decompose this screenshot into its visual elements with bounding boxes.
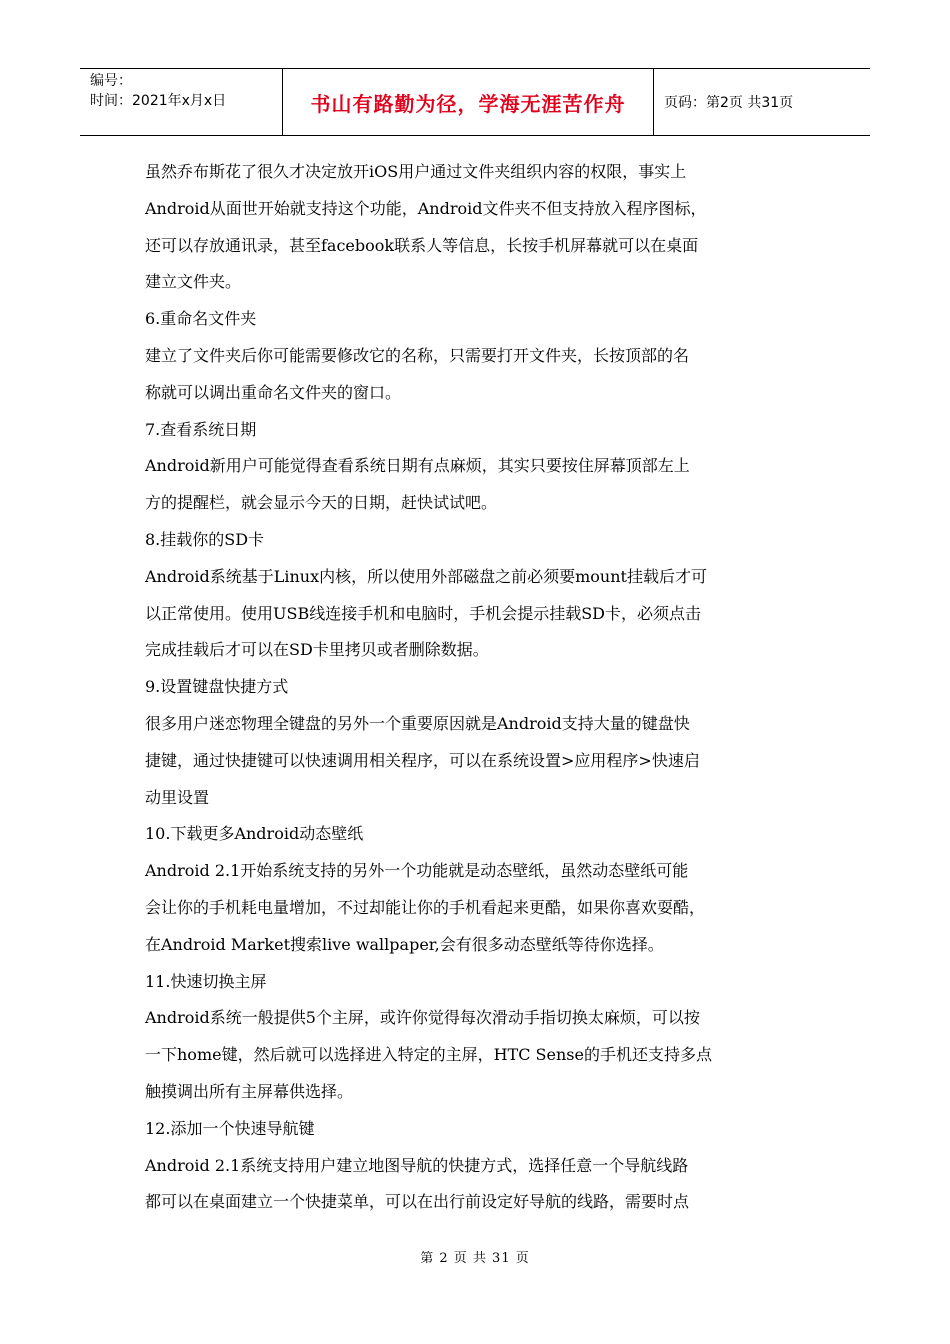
text-line: Android 2.1开始系统支持的另外一个功能就是动态壁纸，虽然动态壁纸可能 <box>145 861 689 881</box>
text-line: 6.重命名文件夹 <box>145 309 257 329</box>
date-label: 时间：2021年x月x日 <box>90 93 227 109</box>
text-line: Android系统一般提供5个主屏，或许你觉得每次滑动手指切换太麻烦，可以按 <box>145 1008 700 1028</box>
text-line: Android新用户可能觉得查看系统日期有点麻烦，其实只要按住屏幕顶部左上 <box>145 456 690 476</box>
text-line: 虽然乔布斯花了很久才决定放开iOS用户通过文件夹组织内容的权限，事实上 <box>145 162 687 181</box>
header-motto: 书山有路勤为径，学海无涯苦作舟 <box>282 69 654 135</box>
number-label: 编号： <box>90 73 132 89</box>
text-line: 动里设置 <box>145 787 210 807</box>
text-line: 一下home键，然后就可以选择进入特定的主屏，HTC Sense的手机还支持多点 <box>145 1045 712 1065</box>
text-line: 还可以存放通讯录，甚至facebook联系人等信息，长按手机屏幕就可以在桌面 <box>145 235 699 255</box>
text-line: 9.设置键盘快捷方式 <box>145 677 289 697</box>
page-footer: 第 2 页 共 31 页 <box>420 1251 530 1266</box>
text-line: Android从面世开始就支持这个功能，Android文件夹不但支持放入程序图标， <box>145 198 707 218</box>
text-line: 8.挂载你的SD卡 <box>145 529 265 549</box>
text-line: 方的提醒栏，就会显示今天的日期，赶快试试吧。 <box>145 493 498 513</box>
text-line: 都可以在桌面建立一个快捷菜单，可以在出行前设定好导航的线路，需要时点 <box>145 1192 690 1212</box>
text-line: 完成挂载后才可以在SD卡里拷贝或者删除数据。 <box>145 640 489 660</box>
header-meta <box>80 69 282 135</box>
text-line: 在Android Market搜索live wallpaper,会有很多动态壁纸等待你选择。 <box>145 934 664 954</box>
text-line: 10.下载更多Android动态壁纸 <box>145 824 364 844</box>
text-line: 12.添加一个快速导航键 <box>145 1118 315 1138</box>
text-line: Android系统基于Linux内核，所以使用外部磁盘之前必须要mount挂载后才可 <box>145 566 707 586</box>
text-line: 会让你的手机耗电量增加，不过却能让你的手机看起来更酷，如果你喜欢耍酷， <box>145 897 706 917</box>
text-line: 11.快速切换主屏 <box>145 971 267 991</box>
header-page-number: 页码：第2页 共31页 <box>664 95 794 111</box>
text-line: 称就可以调出重命名文件夹的窗口。 <box>145 382 402 402</box>
text-line: 建立文件夹。 <box>145 272 242 292</box>
text-line: 捷键，通过快捷键可以快速调用相关程序，可以在系统设置>应用程序>快速启 <box>145 750 700 770</box>
text-line: 建立了文件夹后你可能需要修改它的名称，只需要打开文件夹，长按顶部的名 <box>145 345 690 365</box>
text-line: 7.查看系统日期 <box>145 419 257 439</box>
text-line: 以正常使用。使用USB线连接手机和电脑时，手机会提示挂载SD卡，必须点击 <box>145 603 701 623</box>
text-line: 触摸调出所有主屏幕供选择。 <box>145 1081 354 1101</box>
document-body <box>145 154 813 1221</box>
page-header <box>80 68 870 136</box>
text-line: 很多用户迷恋物理全键盘的另外一个重要原因就是Android支持大量的键盘快 <box>145 713 690 733</box>
text-line: Android 2.1系统支持用户建立地图导航的快捷方式，选择任意一个导航线路 <box>145 1155 689 1175</box>
